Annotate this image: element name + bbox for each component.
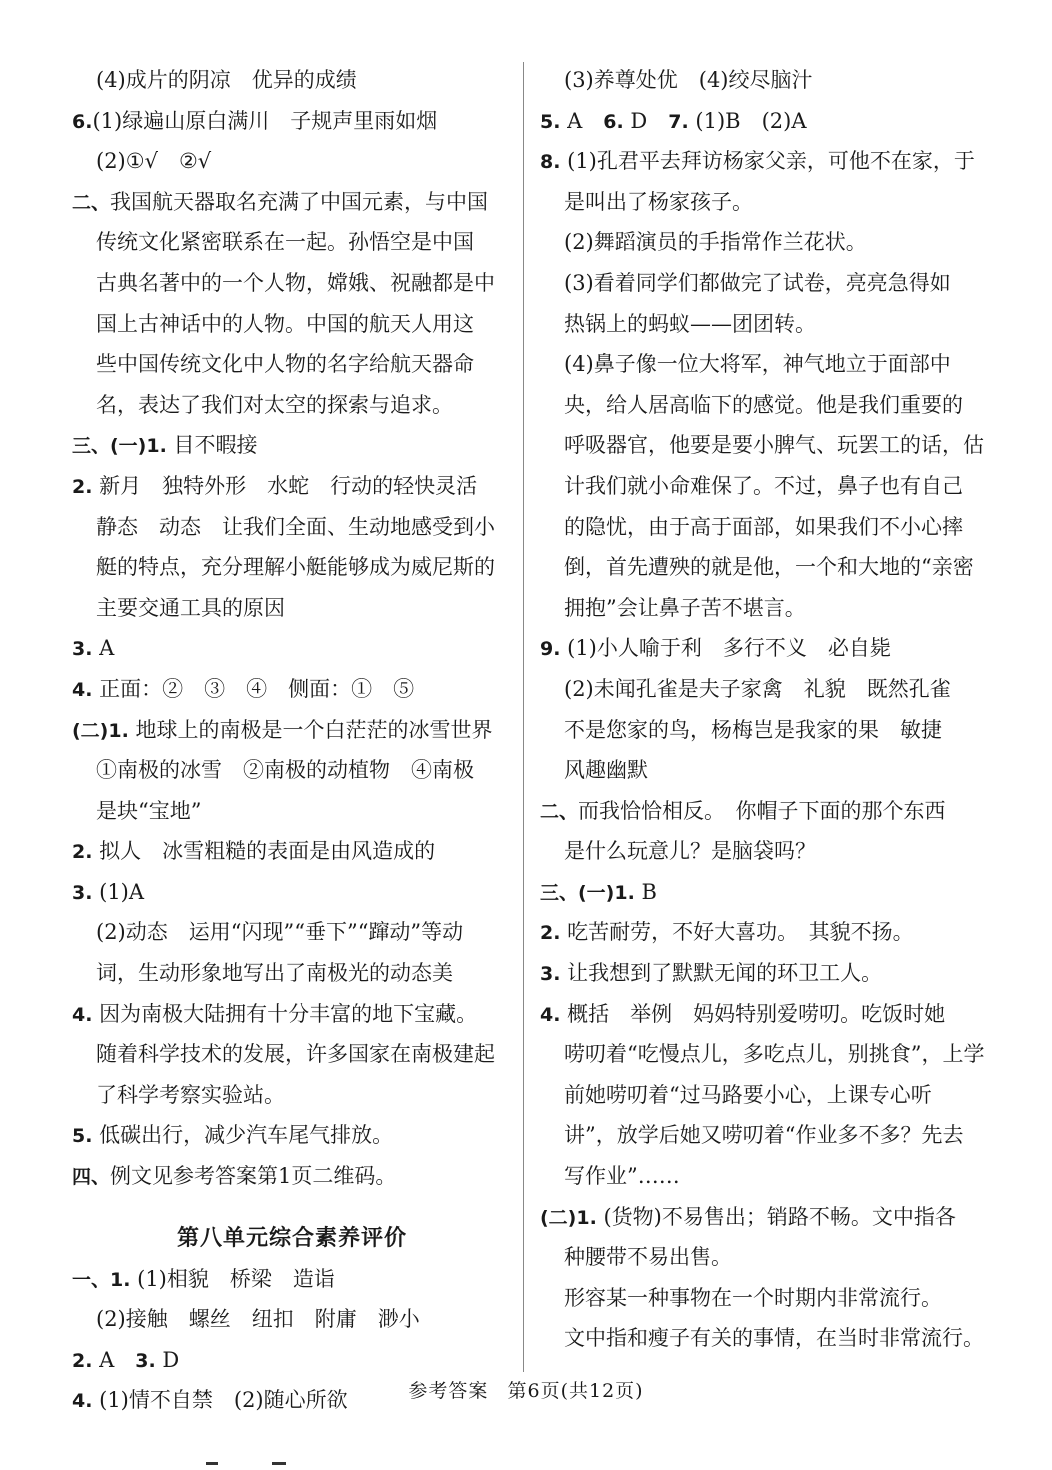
answer-line (540, 1318, 985, 1359)
answer-line (72, 304, 512, 345)
answer-line (72, 182, 512, 223)
answer-text: D (623, 108, 669, 133)
answer-text: 呼吸器官，他要是要小脾气、玩罢工的话，估 (564, 433, 984, 458)
question-number: 7. (668, 110, 689, 133)
answer-text: 第八单元综合素养评价 (176, 1224, 407, 1251)
answer-text: 因为南极大陆拥有十分丰富的地下宝藏。 (92, 1001, 478, 1026)
answer-line (72, 547, 512, 588)
answer-line (72, 1299, 512, 1340)
answer-line (540, 547, 985, 588)
question-number: 四、 (72, 1166, 111, 1189)
answer-text: 名，表达了我们对太空的探索与追求。 (96, 392, 453, 417)
question-number: 8. (540, 151, 561, 174)
answer-line (72, 994, 512, 1035)
answer-text: (1)相貌 桥梁 造诣 (130, 1266, 335, 1291)
answer-line (72, 710, 512, 751)
answer-line (540, 1034, 985, 1075)
question-number: (二)1. (540, 1206, 597, 1229)
answer-line (540, 1156, 985, 1197)
scan-mark (272, 1462, 286, 1465)
answer-text: 地球上的南极是一个白茫茫的冰雪世界 (128, 717, 493, 742)
answer-line (72, 263, 512, 304)
answer-text: (4)成片的阴凉 优异的成绩 (96, 68, 357, 92)
answer-line (540, 1075, 985, 1116)
question-number: 6. (603, 110, 624, 133)
answer-line (72, 1156, 512, 1197)
answer-text: 我国航天器取名充满了中国元素，与中国 (110, 189, 489, 214)
answer-text: 概括 举例 妈妈特别爱唠叨。吃饭时她 (560, 1001, 946, 1026)
question-number: 4. (540, 1003, 561, 1026)
question-number: 3. (72, 638, 93, 661)
answer-text: 让我想到了默默无闻的环卫工人。 (560, 961, 883, 986)
answer-text: 是叫出了杨家孩子。 (564, 189, 753, 214)
answer-line (540, 60, 985, 101)
answer-line (540, 750, 985, 791)
answer-text: 写作业”…… (564, 1164, 680, 1189)
answer-text: (2)未闻孔雀是夫子家禽 礼貌 既然孔雀 (564, 676, 951, 701)
footer-page-number: 第6页(共12页) (507, 1380, 644, 1402)
question-number: 二、 (72, 191, 111, 214)
answer-text: 文中指和瘦子有关的事情，在当时非常流行。 (564, 1326, 984, 1351)
answer-line (540, 628, 985, 669)
column-divider (523, 62, 524, 1372)
answer-text: 形容某一种事物在一个时期内非常流行。 (564, 1285, 942, 1310)
answer-text: (1)绿遍山原白满川 子规声里雨如烟 (92, 108, 438, 133)
answer-text: 主要交通工具的原因 (96, 595, 285, 620)
answer-line (72, 425, 512, 466)
answer-text: 低碳出行，减少汽车尾气排放。 (92, 1123, 394, 1148)
answer-text: (4)鼻子像一位大将军，神气地立于面部中 (564, 352, 951, 377)
question-number: 2. (72, 475, 93, 498)
answer-text: 是块“宝地” (96, 798, 202, 823)
footer-label: 参考答案 (408, 1380, 489, 1402)
answer-line (72, 141, 512, 182)
answer-text: 热锅上的蚂蚁——团团转。 (564, 311, 816, 336)
answer-line (72, 628, 512, 669)
question-number: 三、(一)1. (540, 881, 635, 904)
answer-text: 风趣幽默 (564, 758, 648, 783)
answer-line (540, 710, 985, 751)
answer-text: ①南极的冰雪 ②南极的动植物 ④南极 (96, 758, 474, 783)
answer-line (540, 507, 985, 548)
answer-text: 了科学考察实验站。 (96, 1082, 285, 1107)
question-number: 3. (135, 1349, 156, 1372)
section-title (72, 1197, 512, 1259)
question-number: 3. (540, 963, 561, 986)
answer-line (540, 385, 985, 426)
answer-line (540, 344, 985, 385)
question-number: 三、(一)1. (72, 435, 167, 458)
answer-text: (1)孔君平去拜访杨家父亲，可他不在家，于 (560, 149, 975, 174)
answer-text: (1)情不自禁 (2)随心所欲 (92, 1388, 348, 1413)
answer-text: 不是您家的鸟，杨梅岂是我家的果 敏捷 (564, 717, 942, 742)
answer-text: 拥抱”会让鼻子苦不堪言。 (564, 595, 806, 620)
question-number: 2. (540, 922, 561, 945)
answer-text: (1)A (92, 879, 145, 904)
answer-line (540, 101, 985, 142)
scan-mark (206, 1462, 218, 1465)
answer-line (540, 466, 985, 507)
question-number: 2. (72, 841, 93, 864)
answer-line (540, 1197, 985, 1238)
answer-text: A (92, 1347, 136, 1372)
answer-line (72, 344, 512, 385)
answer-text: (1)小人喻于利 多行不义 必自毙 (560, 636, 891, 661)
answer-text: (2)舞蹈演员的手指常作兰花状。 (564, 230, 867, 255)
answer-text: 唠叨着“吃慢点儿，多吃点儿，别挑食”，上学 (564, 1042, 985, 1067)
answer-line (540, 791, 985, 832)
answer-text: (2)动态 运用“闪现”“垂下”“蹿动”等动 (96, 920, 464, 945)
answer-text: 而我恰恰相反。 你帽子下面的那个东西 (578, 798, 946, 823)
answer-text: 种腰带不易出售。 (564, 1245, 732, 1270)
answer-line (72, 953, 512, 994)
answer-line (72, 588, 512, 629)
answer-text: 目不暇接 (166, 433, 258, 458)
answer-line (540, 872, 985, 913)
answer-line (540, 263, 985, 304)
answer-text: 倒，首先遭殃的就是他，一个和大地的“亲密 (564, 555, 974, 580)
answer-line (540, 141, 985, 182)
answer-text: (3)看着同学们都做完了试卷，亮亮急得如 (564, 270, 951, 295)
answer-line (72, 507, 512, 548)
question-number: 4. (72, 1003, 93, 1026)
answer-line (540, 994, 985, 1035)
answer-line (72, 872, 512, 913)
answer-text: 央，给人居高临下的感觉。他是我们重要的 (564, 392, 963, 417)
answer-line (540, 182, 985, 223)
answer-line (540, 953, 985, 994)
answer-text: 吃苦耐劳，不好大喜功。 其貌不扬。 (560, 920, 914, 945)
left-column (72, 60, 512, 1421)
answer-line (540, 669, 985, 710)
answer-text: 是什么玩意儿？是脑袋吗？ (564, 839, 816, 864)
answer-line (72, 385, 512, 426)
question-number: 6. (72, 110, 93, 133)
answer-line (72, 669, 512, 710)
answer-text: (2)接触 螺丝 纽扣 附庸 渺小 (96, 1307, 420, 1332)
answer-line (540, 425, 985, 466)
answer-line (540, 588, 985, 629)
answer-text: A (560, 108, 604, 133)
answer-text: 计我们就小命难保了。不过，鼻子也有自己 (564, 473, 963, 498)
answer-line (540, 222, 985, 263)
answer-text: 静态 动态 让我们全面、生动地感受到小 (96, 514, 495, 539)
question-number: 2. (72, 1349, 93, 1372)
page-footer (0, 1376, 1052, 1403)
right-column (540, 60, 985, 1359)
answer-line (72, 1340, 512, 1381)
answer-line (72, 1115, 512, 1156)
answer-text: 的隐忧，由于高于面部，如果我们不小心摔 (564, 514, 963, 539)
answer-line (72, 791, 512, 832)
answer-line (72, 831, 512, 872)
answer-text: 前她唠叨着“过马路要小心，上课专心听 (564, 1082, 932, 1107)
question-number: 4. (72, 678, 93, 701)
answer-line (72, 60, 512, 101)
answer-line (540, 304, 985, 345)
answer-text: B (634, 879, 657, 904)
answer-text: 艇的特点，充分理解小艇能够成为威尼斯的 (96, 555, 495, 580)
answer-line (72, 1034, 512, 1075)
answer-line (72, 466, 512, 507)
answer-text: 讲”，放学后她又唠叨着“作业多不多？先去 (564, 1123, 964, 1148)
answer-text: 随着科学技术的发展，许多国家在南极建起 (96, 1042, 495, 1067)
answer-text: 拟人 冰雪粗糙的表面是由风造成的 (92, 839, 436, 864)
answer-text: 些中国传统文化中人物的名字给航天器命 (96, 352, 474, 377)
question-number: 一、1. (72, 1268, 131, 1291)
answer-text: 新月 独特外形 水蛇 行动的轻快灵活 (92, 473, 478, 498)
question-number: 5. (540, 110, 561, 133)
answer-text: 正面：② ③ ④ 侧面：① ⑤ (92, 676, 415, 701)
question-number: (二)1. (72, 719, 129, 742)
answer-line (72, 750, 512, 791)
answer-line (540, 1115, 985, 1156)
answer-text: D (155, 1347, 180, 1372)
answer-text: 国上古神话中的人物。中国的航天人用这 (96, 311, 474, 336)
answer-line (72, 1075, 512, 1116)
answer-text: 传统文化紧密联系在一起。孙悟空是中国 (96, 230, 474, 255)
question-number: 9. (540, 638, 561, 661)
answer-line (72, 222, 512, 263)
answer-text: 古典名著中的一个人物，嫦娥、祝融都是中 (96, 270, 495, 295)
answer-line (540, 1278, 985, 1319)
answer-line (72, 101, 512, 142)
answer-text: 例文见参考答案第1页二维码。 (110, 1164, 397, 1189)
answer-text: 词，生动形象地写出了南极光的动态美 (96, 961, 453, 986)
answer-line (540, 1237, 985, 1278)
question-number: 二、 (540, 800, 579, 823)
answer-text: A (92, 636, 115, 661)
question-number: 4. (72, 1390, 93, 1413)
answer-line (540, 912, 985, 953)
question-number: 5. (72, 1125, 93, 1148)
question-number: 3. (72, 881, 93, 904)
answer-text: (货物)不易售出；销路不畅。文中指各 (596, 1204, 956, 1229)
answer-text: (1)B (2)A (688, 108, 807, 133)
answer-text: (2)①√ ②√ (96, 149, 212, 174)
answer-line (540, 831, 985, 872)
answer-text: (3)养尊处优 (4)绞尽脑汁 (564, 68, 813, 92)
answer-line (72, 1259, 512, 1300)
answer-line (72, 912, 512, 953)
